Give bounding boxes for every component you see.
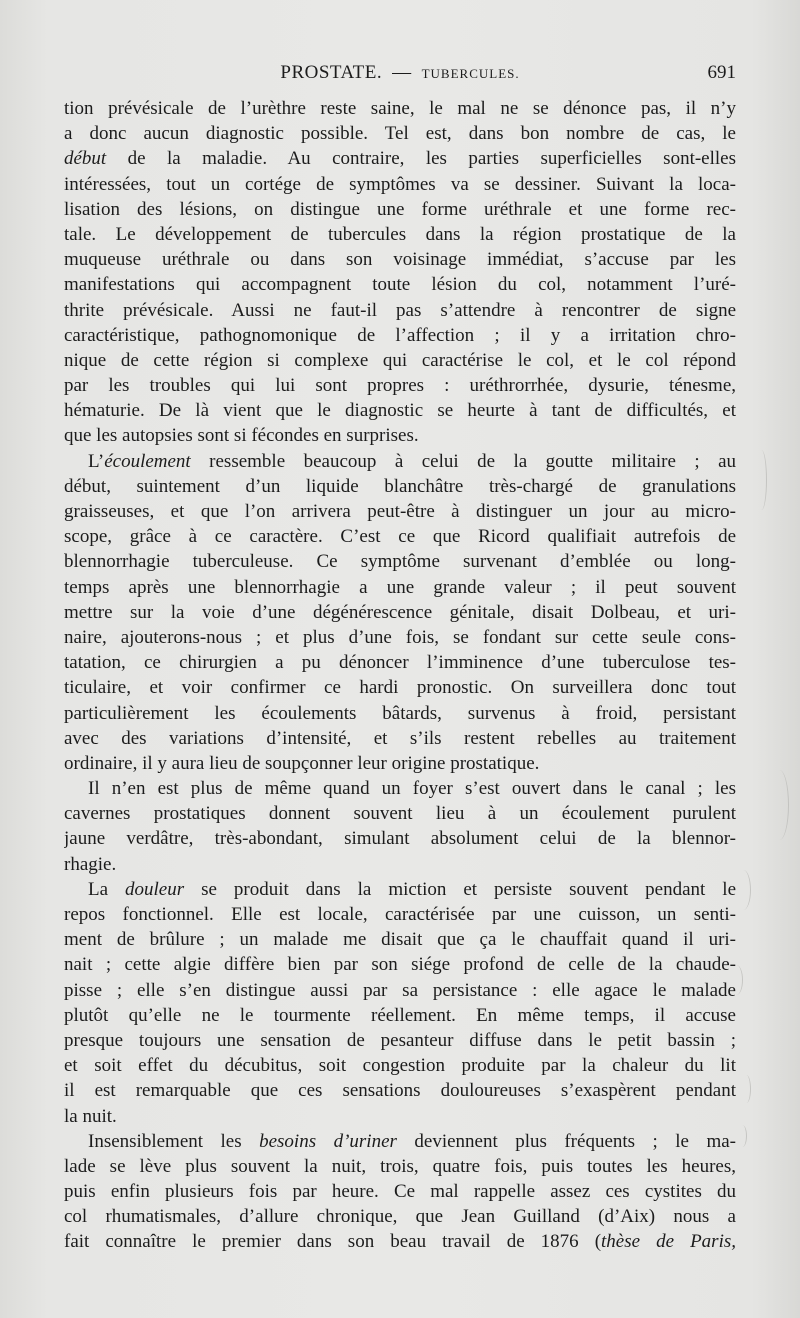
italic-term: thèse de Paris, (601, 1231, 736, 1253)
text-run: plutôt qu’elle ne le tourmente réellement. En même temps, il accuse (64, 1004, 736, 1026)
text-run: scope, grâce à ce caractère. C’est ce que Ricord qualifiait autrefois de (64, 526, 736, 548)
show-through-mark (738, 1125, 747, 1147)
show-through-mark (756, 450, 767, 510)
text-line (64, 625, 736, 650)
text-line (64, 449, 736, 474)
text-run: que les autopsies sont si fécondes en surprises. (64, 425, 419, 447)
text-line (64, 726, 736, 751)
text-run: ordinaire, il y aura lieu de soupçonner leur origine prostatique. (64, 752, 540, 774)
text-run: la nuit. (64, 1105, 117, 1127)
text-line (64, 499, 736, 524)
text-line (64, 474, 736, 499)
text-run: L’ (88, 450, 105, 472)
text-line (64, 549, 736, 574)
text-run: manifestations qui accompagnent toute lésion du col, notamment l’uré- (64, 274, 736, 296)
show-through-mark (736, 870, 751, 910)
text-line (64, 1078, 736, 1103)
text-line (64, 776, 736, 801)
text-line (64, 298, 736, 323)
text-run: mettre sur la voie d’une dégénérescence génitale, disait Dolbeau, et uri- (64, 601, 736, 623)
text-line (64, 852, 736, 877)
text-run: se produit dans la miction et persiste souvent pendant le (184, 878, 736, 900)
text-run: col rhumatismales, d’allure chronique, que Jean Guilland (d’Aix) nous a (64, 1206, 736, 1228)
text-line (64, 197, 736, 222)
text-run: muqueuse uréthrale ou dans son voisinage immédiat, s’accuse par les (64, 249, 736, 271)
text-line (64, 1204, 736, 1229)
text-run: Il n’en est plus de même quand un foyer s’est ouvert dans le canal ; les (88, 778, 736, 800)
text-line (64, 751, 736, 776)
text-line (64, 222, 736, 247)
text-line (64, 398, 736, 423)
text-line (64, 272, 736, 297)
text-run: nique de cette région si complexe qui caractérise le col, et le col répond (64, 349, 736, 371)
text-line (64, 877, 736, 902)
text-run: début, suintement d’un liquide blanchâtre très-chargé de granulations (64, 475, 736, 497)
italic-term: douleur (125, 878, 185, 900)
title-dash: — (392, 62, 412, 83)
text-run: graisseuses, et que l’on arrivera peut-être à distinguer un jour au micro- (64, 501, 736, 522)
text-run: nait ; cette algie diffère bien par son siége profond de celle de la chaude- (64, 954, 736, 976)
text-run: particulièrement les écoulements bâtards, survenus à froid, persistant (64, 702, 736, 724)
page-number: 691 (707, 62, 736, 83)
chapter-title: PROSTATE. (280, 62, 383, 83)
text-line (64, 1053, 736, 1078)
text-line (64, 348, 736, 373)
text-run: La (88, 878, 126, 900)
text-line (64, 826, 736, 851)
text-line (64, 927, 736, 952)
text-line (64, 423, 736, 448)
show-through-mark (730, 965, 743, 995)
text-line (64, 902, 736, 927)
text-run: tion prévésicale de l’urèthre reste saine, le mal ne se dénonce pas, il n’y (64, 98, 736, 119)
text-line (64, 1129, 736, 1154)
text-line (64, 524, 736, 549)
text-line (64, 1104, 736, 1129)
text-run: lisation des lésions, on distingue une forme uréthrale et une forme rec- (64, 198, 736, 220)
text-run: a donc aucun diagnostic possible. Tel est, dans bon nombre de cas, le (64, 123, 736, 145)
text-run: tatation, ce chirurgien a pu dénoncer l’imminence d’une tuberculose tes- (64, 652, 736, 674)
text-line (64, 701, 736, 726)
text-run: intéressées, tout un cortége de symptômes va se dessiner. Suivant la loca- (64, 173, 736, 195)
text-run: blennorrhagie tuberculeuse. Ce symptôme survenant d’emblée ou long- (64, 551, 736, 573)
text-run: thrite prévésicale. Aussi ne faut-il pas s’attendre à rencontrer de signe (64, 299, 736, 321)
text-run: jaune verdâtre, très-abondant, simulant absolument celui de la blennor- (64, 828, 736, 850)
text-line (64, 323, 736, 348)
text-line (64, 146, 736, 171)
text-run: il est remarquable que ces sensations douloureuses s’exaspèrent pendant (64, 1080, 736, 1102)
text-run: presque toujours une sensation de pesanteur diffuse dans le petit bassin ; (64, 1029, 736, 1051)
text-line (64, 121, 736, 146)
text-line (64, 1154, 736, 1179)
text-run: lade se lève plus souvent la nuit, trois, quatre fois, puis toutes les heures, (64, 1155, 736, 1177)
text-line (64, 373, 736, 398)
text-line (64, 801, 736, 826)
text-line (64, 96, 736, 121)
text-run: caractéristique, pathognomonique de l’affection ; il y a irritation chro- (64, 324, 736, 346)
text-run: pisse ; elle s’en distingue aussi par sa persistance : elle agace le malade (64, 979, 736, 1001)
italic-term: besoins d’uriner (259, 1130, 397, 1152)
text-run: repos fonctionnel. Elle est locale, caractérisée par une cuisson, un senti- (64, 904, 736, 925)
text-line (64, 650, 736, 675)
italic-term: écoulement (104, 450, 191, 472)
text-line (64, 172, 736, 197)
text-line (64, 1003, 736, 1028)
text-run: ment de brûlure ; un malade me disait que ça le chauffait quand il uri- (64, 929, 736, 951)
text-line (64, 247, 736, 272)
section-title: TUBERCULES. (421, 66, 520, 81)
text-line (64, 1229, 736, 1254)
running-head (64, 60, 736, 90)
running-title (64, 62, 736, 84)
text-run: fait connaître le premier dans son beau travail de 1876 ( (64, 1231, 602, 1253)
text-run: ticulaire, et voir confirmer ce hardi pronostic. On surveillera donc tout (64, 677, 736, 699)
text-run: puis enfin plusieurs fois par heure. Ce mal rappelle assez ces cystites du (64, 1181, 736, 1203)
text-run: temps après une blennorrhagie a une grande valeur ; il peut souvent (64, 576, 736, 598)
text-run: tale. Le développement de tubercules dans la région prostatique de la (64, 223, 736, 245)
body-text (64, 96, 736, 1255)
text-line (64, 978, 736, 1003)
text-run: cavernes prostatiques donnent souvent lieu à un écoulement purulent (64, 803, 736, 825)
text-run: de la maladie. Au contraire, les parties superficielles sont-elles (106, 148, 736, 170)
text-run: avec des variations d’intensité, et s’ils restent rebelles au traitement (64, 727, 736, 749)
text-line (64, 1028, 736, 1053)
show-through-mark (770, 770, 789, 840)
text-line (64, 1179, 736, 1204)
text-run: Insensiblement les (88, 1130, 260, 1152)
text-line (64, 675, 736, 700)
text-line (64, 952, 736, 977)
italic-term: début (64, 148, 107, 170)
text-line (64, 600, 736, 625)
text-run: et soit effet du décubitus, soit congestion produite par la chaleur du lit (64, 1055, 736, 1077)
text-run: rhagie. (64, 853, 117, 875)
text-run: ressemble beaucoup à celui de la goutte militaire ; au (190, 450, 736, 472)
text-run: naire, ajouterons-nous ; et plus d’une fois, se fondant sur cette seule cons- (64, 626, 736, 648)
text-run: deviennent plus fréquents ; le ma- (396, 1130, 736, 1152)
text-run: hématurie. De là vient que le diagnostic se heurte à tant de difficultés, et (64, 400, 736, 422)
show-through-mark (742, 1075, 751, 1103)
text-line (64, 575, 736, 600)
text-run: par les troubles qui lui sont propres : uréthrorrhée, dysurie, ténesme, (64, 375, 736, 397)
